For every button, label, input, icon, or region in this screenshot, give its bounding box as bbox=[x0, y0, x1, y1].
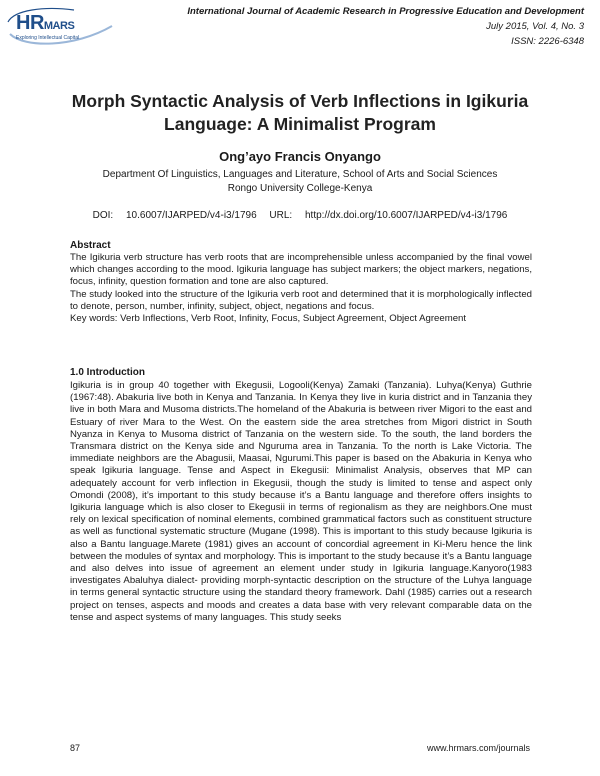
affiliation-line-2: Rongo University College-Kenya bbox=[227, 183, 373, 194]
publisher-logo bbox=[4, 4, 124, 44]
page-number: 87 bbox=[70, 743, 81, 753]
affiliation-line-1: Department Of Linguistics, Languages and Literature, School of Arts and Social Sciences bbox=[102, 169, 498, 180]
abstract-paragraph-1: The Igikuria verb structure has verb roots that are incomprehensible unless accompanied by the final vowel which changes according to the mood. Igikuria language has subject markers; the object markers, negations, focus, infinity, question formation and tone are also captured. bbox=[70, 252, 532, 288]
journal-name: International Journal of Academic Research in Progressive Education and Development bbox=[187, 6, 584, 17]
journal-issn: ISSN: 2226-6348 bbox=[511, 36, 584, 47]
footer-website-link[interactable]: www.hrmars.com/journals bbox=[426, 743, 530, 753]
journal-issue: July 2015, Vol. 4, No. 3 bbox=[486, 21, 584, 32]
paper-title: Morph Syntactic Analysis of Verb Inflections in Igikuria Language: A Minimalist Program bbox=[71, 91, 529, 134]
doi-label: DOI: bbox=[92, 210, 114, 221]
author-affiliation bbox=[0, 168, 600, 196]
url-link[interactable]: http://dx.doi.org/10.6007/IJARPED/v4-i3/1796 bbox=[305, 210, 508, 221]
introduction-paragraph: Igikuria is in group 40 together with Ekegusii, Logooli(Kenya) Zamaki (Tanzania). Luhya(Kenya) Guthrie (1967:48). Abakuria live both in Kenya and Tanzania. In Kenya they live in kuria district and in Tanzania they live in both Mara and Musoma districts.The homeland of the Abakuria is between river Migori to the east and Estuary of river Mara to the West. On the eastern side the area stretches from Migori district in South Nyanza in Kenya to Musoma district of Tanzania on the western side. To the south, the land borders the Transmara district on the Kenya side and Nguruma area in Tanzania. To the north is Lake Victoria. The immediate neighbors are the Abagusii, Maasai, Ngurumi.This paper is based on the Abakuria in Kenya who speak Igikuria language. Tense and Aspect in Ekegusii: Minimalist Analysis, observes that MP can adequately account for verb inflection in Ekegusii, though the study is limited to tense and aspect only Omondi (2008), it’s important to this study because it’s a Bantu language and therefore offers insights to Igikuria language which is also closer to Ekegusii in terms of regionalism as they are neighbors.One must rely on lexical specification of nominal elements, combined grammatical factors such as constituent structure as well as functional systematic structure (Mugane (1998). This is important to this study because Igikuria is also a Bantu language.Marete (1981) gives an account of concordial agreement in Ki-Meru hence the link between the modules of syntax and morphology. This is important to the study because it’s a Bantu language and also delves into issue of agreement an element under study in Igikuria language.Kanyoro(1983 investigates Abaluhya dialect- providing morph-syntactic description on the structure of the Luhya language in terms general syntactic structure using the standard theory framework. Dahl (1985) carries out a research project on tenses, aspects and moods and creates a data base with very relevant comparable data on the tense and aspect systems of many languages. This study seeks bbox=[70, 380, 532, 623]
logo-tagline: Exploring Intellectual Capital bbox=[16, 35, 80, 41]
journal-header bbox=[134, 4, 584, 49]
url-label: URL: bbox=[269, 210, 293, 221]
introduction-body bbox=[70, 380, 532, 624]
doi-value[interactable]: 10.6007/IJARPED/v4-i3/1796 bbox=[126, 210, 257, 221]
introduction-heading: 1.0 Introduction bbox=[70, 367, 145, 378]
logo-brand: HRMARS bbox=[16, 12, 75, 34]
abstract-body bbox=[70, 252, 532, 325]
abstract-paragraph-2: The study looked into the structure of the Igikuria verb root and determined that it is morphologically inflected to denote, person, number, infinity, subject, object, negations and focus. bbox=[70, 288, 532, 312]
abstract-heading: Abstract bbox=[70, 240, 111, 251]
doi-line bbox=[0, 210, 600, 221]
keywords: Key words: Verb Inflections, Verb Root, Infinity, Focus, Subject Agreement, Object Agreement bbox=[70, 313, 467, 325]
author-name: Ong’ayo Francis Onyango bbox=[219, 149, 381, 164]
